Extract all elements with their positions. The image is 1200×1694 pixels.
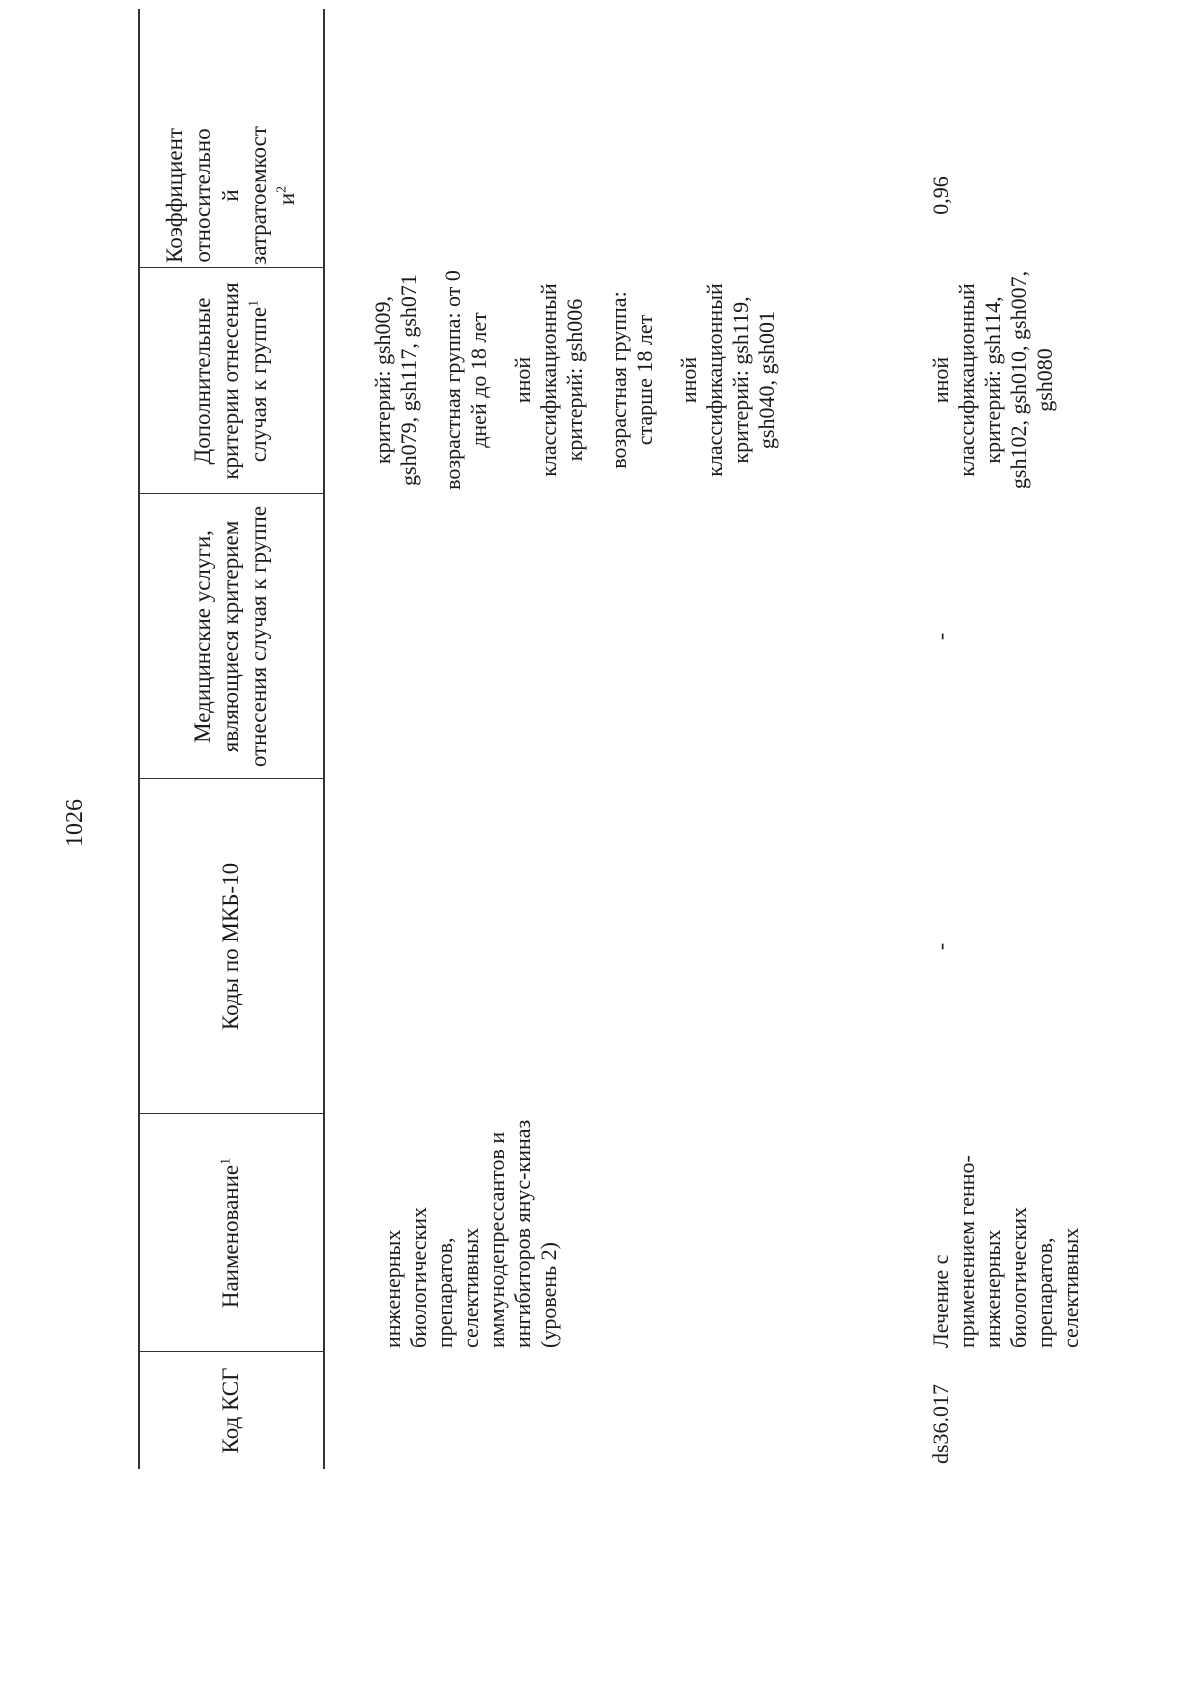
row-1-criteria-item: возрастная группа: от 0 дней до 18 лет <box>440 270 491 490</box>
header-criteria-label: Дополнительные критерии отнесения случая к группе <box>189 282 271 480</box>
header-coefficient <box>138 123 323 268</box>
row-1-criteria-item: иной классификационный критерий: gsh119, gsh040, gsh001 <box>676 283 779 477</box>
table-row-2-name <box>928 1128 1084 1348</box>
table-row-1-name <box>380 1118 562 1348</box>
row-2-icd-text: - <box>928 942 953 951</box>
row-2-services-text: - <box>928 632 953 641</box>
header-name-label: Наименование <box>217 1164 243 1309</box>
header-criteria-footnote: 1 <box>245 299 261 307</box>
table-row-2-coefficient <box>928 123 954 268</box>
header-code-label: Код КСГ <box>217 1367 243 1454</box>
row-1-criteria-item: критерий: gsh009, gsh079, gsh117, gsh071 <box>370 274 421 486</box>
table-row-2-code <box>928 1354 954 1464</box>
header-coefficient-label: Коэффициент относительно й затратоемкост и <box>161 126 299 265</box>
table-row-2-services <box>928 494 954 779</box>
table-row-1-criteria <box>370 264 798 496</box>
header-name <box>138 1114 323 1352</box>
row-1-criteria-item: возрастная группа: старше 18 лет <box>606 291 657 469</box>
header-icd <box>138 779 323 1114</box>
table-row-2-icd <box>928 779 954 1114</box>
header-coefficient-footnote: 2 <box>273 185 289 193</box>
row-2-coefficient-text: 0,96 <box>928 176 953 215</box>
row-2-criteria-item: иной классификационный критерий: gsh114, gsh102, gsh010, gsh007, gsh080 <box>928 270 1057 490</box>
header-criteria <box>138 268 323 494</box>
row-2-code-text: ds36.017 <box>928 1383 953 1464</box>
table-row-2-criteria <box>928 264 1076 496</box>
row-1-name-text: инженерных биологических препаратов, селективных иммунодепрессантов и ингибиторов янус-киназ (уровень 2) <box>380 1119 561 1348</box>
page-number: 1026 <box>62 799 88 847</box>
header-services-label: Медицинские услуги, являющиеся критерием отнесения случая к группе <box>189 505 271 768</box>
header-services <box>138 494 323 779</box>
row-2-name-text: Лечение с применением генно-инженерных биологических препаратов, селективных <box>928 1155 1083 1348</box>
table-header-bottom-rule <box>323 9 325 1469</box>
row-1-criteria-item: иной классификационный критерий: gsh006 <box>510 283 587 477</box>
header-icd-label: Коды по МКБ-10 <box>217 862 243 1031</box>
header-name-footnote: 1 <box>217 1157 233 1165</box>
header-code <box>138 1352 323 1469</box>
